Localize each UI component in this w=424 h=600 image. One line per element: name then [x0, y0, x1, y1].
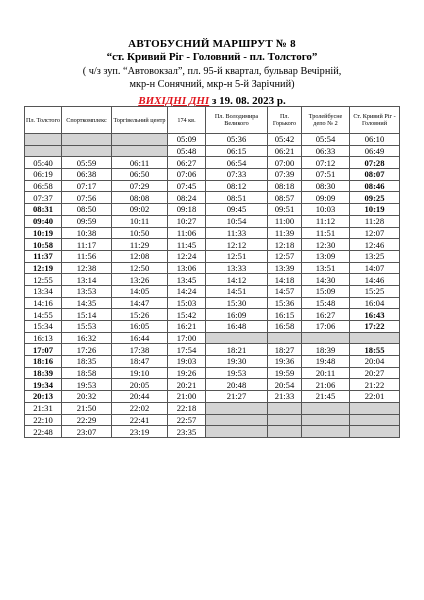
- departure-time: 20:48: [206, 379, 268, 391]
- departure-time: 16:48: [206, 321, 268, 333]
- departure-time: [25, 145, 62, 157]
- departure-time: [268, 332, 302, 344]
- departure-time: 15:26: [112, 309, 168, 321]
- departure-time: 10:27: [168, 215, 206, 227]
- departure-time: [302, 402, 350, 414]
- schedule-row: [25, 356, 400, 368]
- departure-time: 15:25: [350, 285, 400, 297]
- departure-time: 06:54: [206, 157, 268, 169]
- departure-time: 21:45: [302, 391, 350, 403]
- departure-time: 18:27: [268, 344, 302, 356]
- departure-time: 14:47: [112, 297, 168, 309]
- schedule-row: [25, 239, 400, 251]
- departure-time: 07:37: [25, 192, 62, 204]
- departure-time: [268, 402, 302, 414]
- departure-time: 10:58: [25, 239, 62, 251]
- departure-time: 10:50: [112, 227, 168, 239]
- schedule-row: [25, 180, 400, 192]
- departure-time: 12:51: [206, 250, 268, 262]
- departure-time: 12:55: [25, 274, 62, 286]
- column-header: Спорткомплекс: [62, 107, 112, 134]
- departure-time: 21:31: [25, 402, 62, 414]
- departure-time: 06:10: [350, 134, 400, 146]
- departure-time: 21:00: [168, 391, 206, 403]
- departure-time: 18:47: [112, 356, 168, 368]
- departure-time: 11:33: [206, 227, 268, 239]
- departure-time: 07:56: [62, 192, 112, 204]
- departure-time: 21:27: [206, 391, 268, 403]
- departure-time: 16:43: [350, 309, 400, 321]
- departure-time: 12:38: [62, 262, 112, 274]
- departure-time: 11:45: [168, 239, 206, 251]
- departure-time: 15:09: [302, 285, 350, 297]
- departure-time: 10:54: [206, 215, 268, 227]
- departure-time: [268, 426, 302, 438]
- departure-time: 08:24: [168, 192, 206, 204]
- departure-time: 19:59: [268, 367, 302, 379]
- departure-time: 09:18: [168, 204, 206, 216]
- departure-time: [302, 426, 350, 438]
- departure-time: 14:18: [268, 274, 302, 286]
- departure-time: 13:06: [168, 262, 206, 274]
- departure-time: 13:39: [268, 262, 302, 274]
- departure-time: 16:21: [168, 321, 206, 333]
- departure-time: 08:46: [350, 180, 400, 192]
- departure-time: 08:57: [268, 192, 302, 204]
- departure-time: [62, 145, 112, 157]
- departure-time: 18:39: [25, 367, 62, 379]
- departure-time: 13:33: [206, 262, 268, 274]
- departure-time: 14:51: [206, 285, 268, 297]
- departure-time: 11:37: [25, 250, 62, 262]
- departure-time: 22:41: [112, 414, 168, 426]
- departure-time: 21:33: [268, 391, 302, 403]
- departure-time: 11:06: [168, 227, 206, 239]
- departure-time: 14:35: [62, 297, 112, 309]
- departure-time: 16:32: [62, 332, 112, 344]
- departure-time: 20:04: [350, 356, 400, 368]
- departure-time: 05:36: [206, 134, 268, 146]
- departure-time: 21:50: [62, 402, 112, 414]
- schedule-body: [25, 134, 400, 438]
- departure-time: 05:09: [168, 134, 206, 146]
- departure-time: 11:12: [302, 215, 350, 227]
- departure-time: 10:03: [302, 204, 350, 216]
- departure-time: 06:27: [168, 157, 206, 169]
- departure-time: 16:04: [350, 297, 400, 309]
- departure-time: 13:51: [302, 262, 350, 274]
- departure-time: 14:30: [302, 274, 350, 286]
- departure-time: 19:30: [206, 356, 268, 368]
- departure-time: 08:30: [302, 180, 350, 192]
- departure-time: 14:24: [168, 285, 206, 297]
- departure-time: 15:42: [168, 309, 206, 321]
- departure-time: 20:11: [302, 367, 350, 379]
- departure-time: 06:49: [350, 145, 400, 157]
- departure-time: 22:02: [112, 402, 168, 414]
- departure-time: 15:03: [168, 297, 206, 309]
- departure-time: 20:54: [268, 379, 302, 391]
- departure-time: 14:55: [25, 309, 62, 321]
- departure-time: 18:35: [62, 356, 112, 368]
- departure-time: 07:39: [268, 169, 302, 181]
- departure-time: 08:12: [206, 180, 268, 192]
- departure-time: 08:07: [350, 169, 400, 181]
- schedule-table: [24, 106, 400, 438]
- departure-time: [350, 402, 400, 414]
- departure-time: 15:30: [206, 297, 268, 309]
- schedule-row: [25, 134, 400, 146]
- departure-time: 12:18: [268, 239, 302, 251]
- schedule-row: [25, 215, 400, 227]
- departure-time: 21:22: [350, 379, 400, 391]
- departure-time: 16:05: [112, 321, 168, 333]
- departure-time: 22:18: [168, 402, 206, 414]
- column-header: Торгівельний центр: [112, 107, 168, 134]
- departure-time: 18:16: [25, 356, 62, 368]
- departure-time: 05:42: [268, 134, 302, 146]
- departure-time: 08:31: [25, 204, 62, 216]
- departure-time: 08:08: [112, 192, 168, 204]
- departure-time: [302, 332, 350, 344]
- departure-time: 15:53: [62, 321, 112, 333]
- departure-time: 15:48: [302, 297, 350, 309]
- effective-date: з 19. 08. 2023 р.: [209, 95, 286, 107]
- schedule-row: [25, 332, 400, 344]
- departure-time: [25, 134, 62, 146]
- column-header: Пл. Толстого: [25, 107, 62, 134]
- departure-time: 10:19: [25, 227, 62, 239]
- schedule-row: [25, 321, 400, 333]
- schedule-row: [25, 391, 400, 403]
- departure-time: 22:29: [62, 414, 112, 426]
- departure-time: 14:16: [25, 297, 62, 309]
- departure-time: 23:07: [62, 426, 112, 438]
- departure-time: 12:30: [302, 239, 350, 251]
- departure-time: 20:32: [62, 391, 112, 403]
- schedule-row: [25, 309, 400, 321]
- departure-time: 16:13: [25, 332, 62, 344]
- departure-time: 16:27: [302, 309, 350, 321]
- departure-time: 05:54: [302, 134, 350, 146]
- departure-time: 13:14: [62, 274, 112, 286]
- schedule-row: [25, 250, 400, 262]
- departure-time: 05:59: [62, 157, 112, 169]
- departure-time: 16:09: [206, 309, 268, 321]
- departure-time: 19:10: [112, 367, 168, 379]
- schedule-row: [25, 145, 400, 157]
- departure-time: 15:14: [62, 309, 112, 321]
- departure-time: 12:12: [206, 239, 268, 251]
- column-header: Пл. Горького: [268, 107, 302, 134]
- departure-time: 17:22: [350, 321, 400, 333]
- departure-time: 12:46: [350, 239, 400, 251]
- departure-time: 22:57: [168, 414, 206, 426]
- departure-time: 18:55: [350, 344, 400, 356]
- departure-time: [350, 332, 400, 344]
- departure-time: 11:29: [112, 239, 168, 251]
- departure-time: 07:33: [206, 169, 268, 181]
- departure-time: 09:02: [112, 204, 168, 216]
- schedule-row: [25, 157, 400, 169]
- departure-time: 20:05: [112, 379, 168, 391]
- departure-time: 19:36: [268, 356, 302, 368]
- departure-time: 07:17: [62, 180, 112, 192]
- departure-time: 19:03: [168, 356, 206, 368]
- departure-time: 11:39: [268, 227, 302, 239]
- departure-time: 07:00: [268, 157, 302, 169]
- departure-time: 07:12: [302, 157, 350, 169]
- schedule-row: [25, 204, 400, 216]
- departure-time: [206, 426, 268, 438]
- departure-time: 12:24: [168, 250, 206, 262]
- departure-time: 12:08: [112, 250, 168, 262]
- departure-time: 10:19: [350, 204, 400, 216]
- departure-time: 23:19: [112, 426, 168, 438]
- departure-time: 22:10: [25, 414, 62, 426]
- departure-time: 07:51: [302, 169, 350, 181]
- departure-time: [112, 134, 168, 146]
- departure-time: 17:54: [168, 344, 206, 356]
- departure-time: 07:29: [112, 180, 168, 192]
- departure-time: 08:50: [62, 204, 112, 216]
- departure-time: 09:59: [62, 215, 112, 227]
- departure-time: 14:07: [350, 262, 400, 274]
- departure-time: 13:53: [62, 285, 112, 297]
- departure-time: 15:36: [268, 297, 302, 309]
- departure-time: 17:00: [168, 332, 206, 344]
- schedule-row: [25, 169, 400, 181]
- departure-time: 09:09: [302, 192, 350, 204]
- departure-time: [268, 414, 302, 426]
- departure-time: 22:48: [25, 426, 62, 438]
- departure-time: 06:58: [25, 180, 62, 192]
- departure-time: 09:40: [25, 215, 62, 227]
- column-header: Пл. Володимира Великого: [206, 107, 268, 134]
- departure-time: [302, 414, 350, 426]
- departure-time: 13:09: [302, 250, 350, 262]
- departure-time: 07:45: [168, 180, 206, 192]
- departure-time: 10:38: [62, 227, 112, 239]
- departure-time: 13:45: [168, 274, 206, 286]
- departure-time: [112, 145, 168, 157]
- departure-time: 06:33: [302, 145, 350, 157]
- departure-time: 12:57: [268, 250, 302, 262]
- departure-time: 18:58: [62, 367, 112, 379]
- departure-time: 06:11: [112, 157, 168, 169]
- departure-time: 09:45: [206, 204, 268, 216]
- departure-time: 20:13: [25, 391, 62, 403]
- route-via-line-1: ( ч/з зуп. “Автовокзал”, пл. 95-й квартал, бульвар Вечірній,: [82, 66, 342, 77]
- departure-time: 21:06: [302, 379, 350, 391]
- departure-time: 05:40: [25, 157, 62, 169]
- departure-time: 14:05: [112, 285, 168, 297]
- schedule-row: [25, 192, 400, 204]
- schedule-row: [25, 344, 400, 356]
- departure-time: 11:51: [302, 227, 350, 239]
- departure-time: [206, 414, 268, 426]
- departure-time: 19:53: [206, 367, 268, 379]
- departure-time: 06:50: [112, 169, 168, 181]
- route-title: АВТОБУСНИЙ МАРШРУТ № 8: [128, 38, 296, 50]
- departure-time: 11:56: [62, 250, 112, 262]
- departure-time: 20:44: [112, 391, 168, 403]
- schedule-row: [25, 274, 400, 286]
- departure-time: 13:26: [112, 274, 168, 286]
- departure-time: [206, 332, 268, 344]
- departure-time: 19:34: [25, 379, 62, 391]
- departure-time: 13:34: [25, 285, 62, 297]
- departure-time: 19:48: [302, 356, 350, 368]
- schedule-row: [25, 414, 400, 426]
- departure-time: 08:51: [206, 192, 268, 204]
- departure-time: 16:15: [268, 309, 302, 321]
- departure-time: 23:35: [168, 426, 206, 438]
- schedule-row: [25, 297, 400, 309]
- departure-time: 17:06: [302, 321, 350, 333]
- departure-time: 16:58: [268, 321, 302, 333]
- schedule-row: [25, 426, 400, 438]
- departure-time: 06:38: [62, 169, 112, 181]
- departure-time: 14:12: [206, 274, 268, 286]
- departure-time: 14:57: [268, 285, 302, 297]
- departure-time: 15:34: [25, 321, 62, 333]
- departure-time: 14:46: [350, 274, 400, 286]
- schedule-row: [25, 402, 400, 414]
- route-via-line-2: мкр-н Сонячний, мкр-н 5-й Зарічний): [129, 79, 295, 90]
- departure-time: 12:07: [350, 227, 400, 239]
- departure-time: 11:28: [350, 215, 400, 227]
- departure-time: 10:11: [112, 215, 168, 227]
- departure-time: 19:53: [62, 379, 112, 391]
- departure-time: 20:27: [350, 367, 400, 379]
- departure-time: 18:21: [206, 344, 268, 356]
- departure-time: [350, 414, 400, 426]
- departure-time: 07:28: [350, 157, 400, 169]
- departure-time: 17:38: [112, 344, 168, 356]
- departure-time: 16:44: [112, 332, 168, 344]
- departure-time: 06:15: [206, 145, 268, 157]
- departure-time: 11:17: [62, 239, 112, 251]
- departure-time: 20:21: [168, 379, 206, 391]
- days-label: ВИХІДНІ ДНІ: [138, 95, 210, 107]
- schedule-row: [25, 227, 400, 239]
- departure-time: 12:50: [112, 262, 168, 274]
- column-header: Тролейбусне депо № 2: [302, 107, 350, 134]
- departure-time: 07:06: [168, 169, 206, 181]
- column-header: 174 кв.: [168, 107, 206, 134]
- schedule-row: [25, 285, 400, 297]
- departure-time: [206, 402, 268, 414]
- departure-time: 06:21: [268, 145, 302, 157]
- departure-time: 11:00: [268, 215, 302, 227]
- departure-time: [62, 134, 112, 146]
- departure-time: 17:26: [62, 344, 112, 356]
- departure-time: 22:01: [350, 391, 400, 403]
- departure-time: 17:07: [25, 344, 62, 356]
- header-row: [25, 107, 400, 134]
- departure-time: 13:25: [350, 250, 400, 262]
- schedule-row: [25, 379, 400, 391]
- schedule-row: [25, 262, 400, 274]
- departure-time: 05:48: [168, 145, 206, 157]
- column-header: Ст. Кривий Ріг - Головний: [350, 107, 400, 134]
- route-endpoints: “ст. Кривий Ріг - Головний - пл. Толстого”: [106, 51, 318, 63]
- departure-time: 12:19: [25, 262, 62, 274]
- departure-time: 08:18: [268, 180, 302, 192]
- departure-time: [350, 426, 400, 438]
- departure-time: 18:39: [302, 344, 350, 356]
- schedule-row: [25, 367, 400, 379]
- departure-time: 19:26: [168, 367, 206, 379]
- departure-time: 09:25: [350, 192, 400, 204]
- departure-time: 09:51: [268, 204, 302, 216]
- departure-time: 06:19: [25, 169, 62, 181]
